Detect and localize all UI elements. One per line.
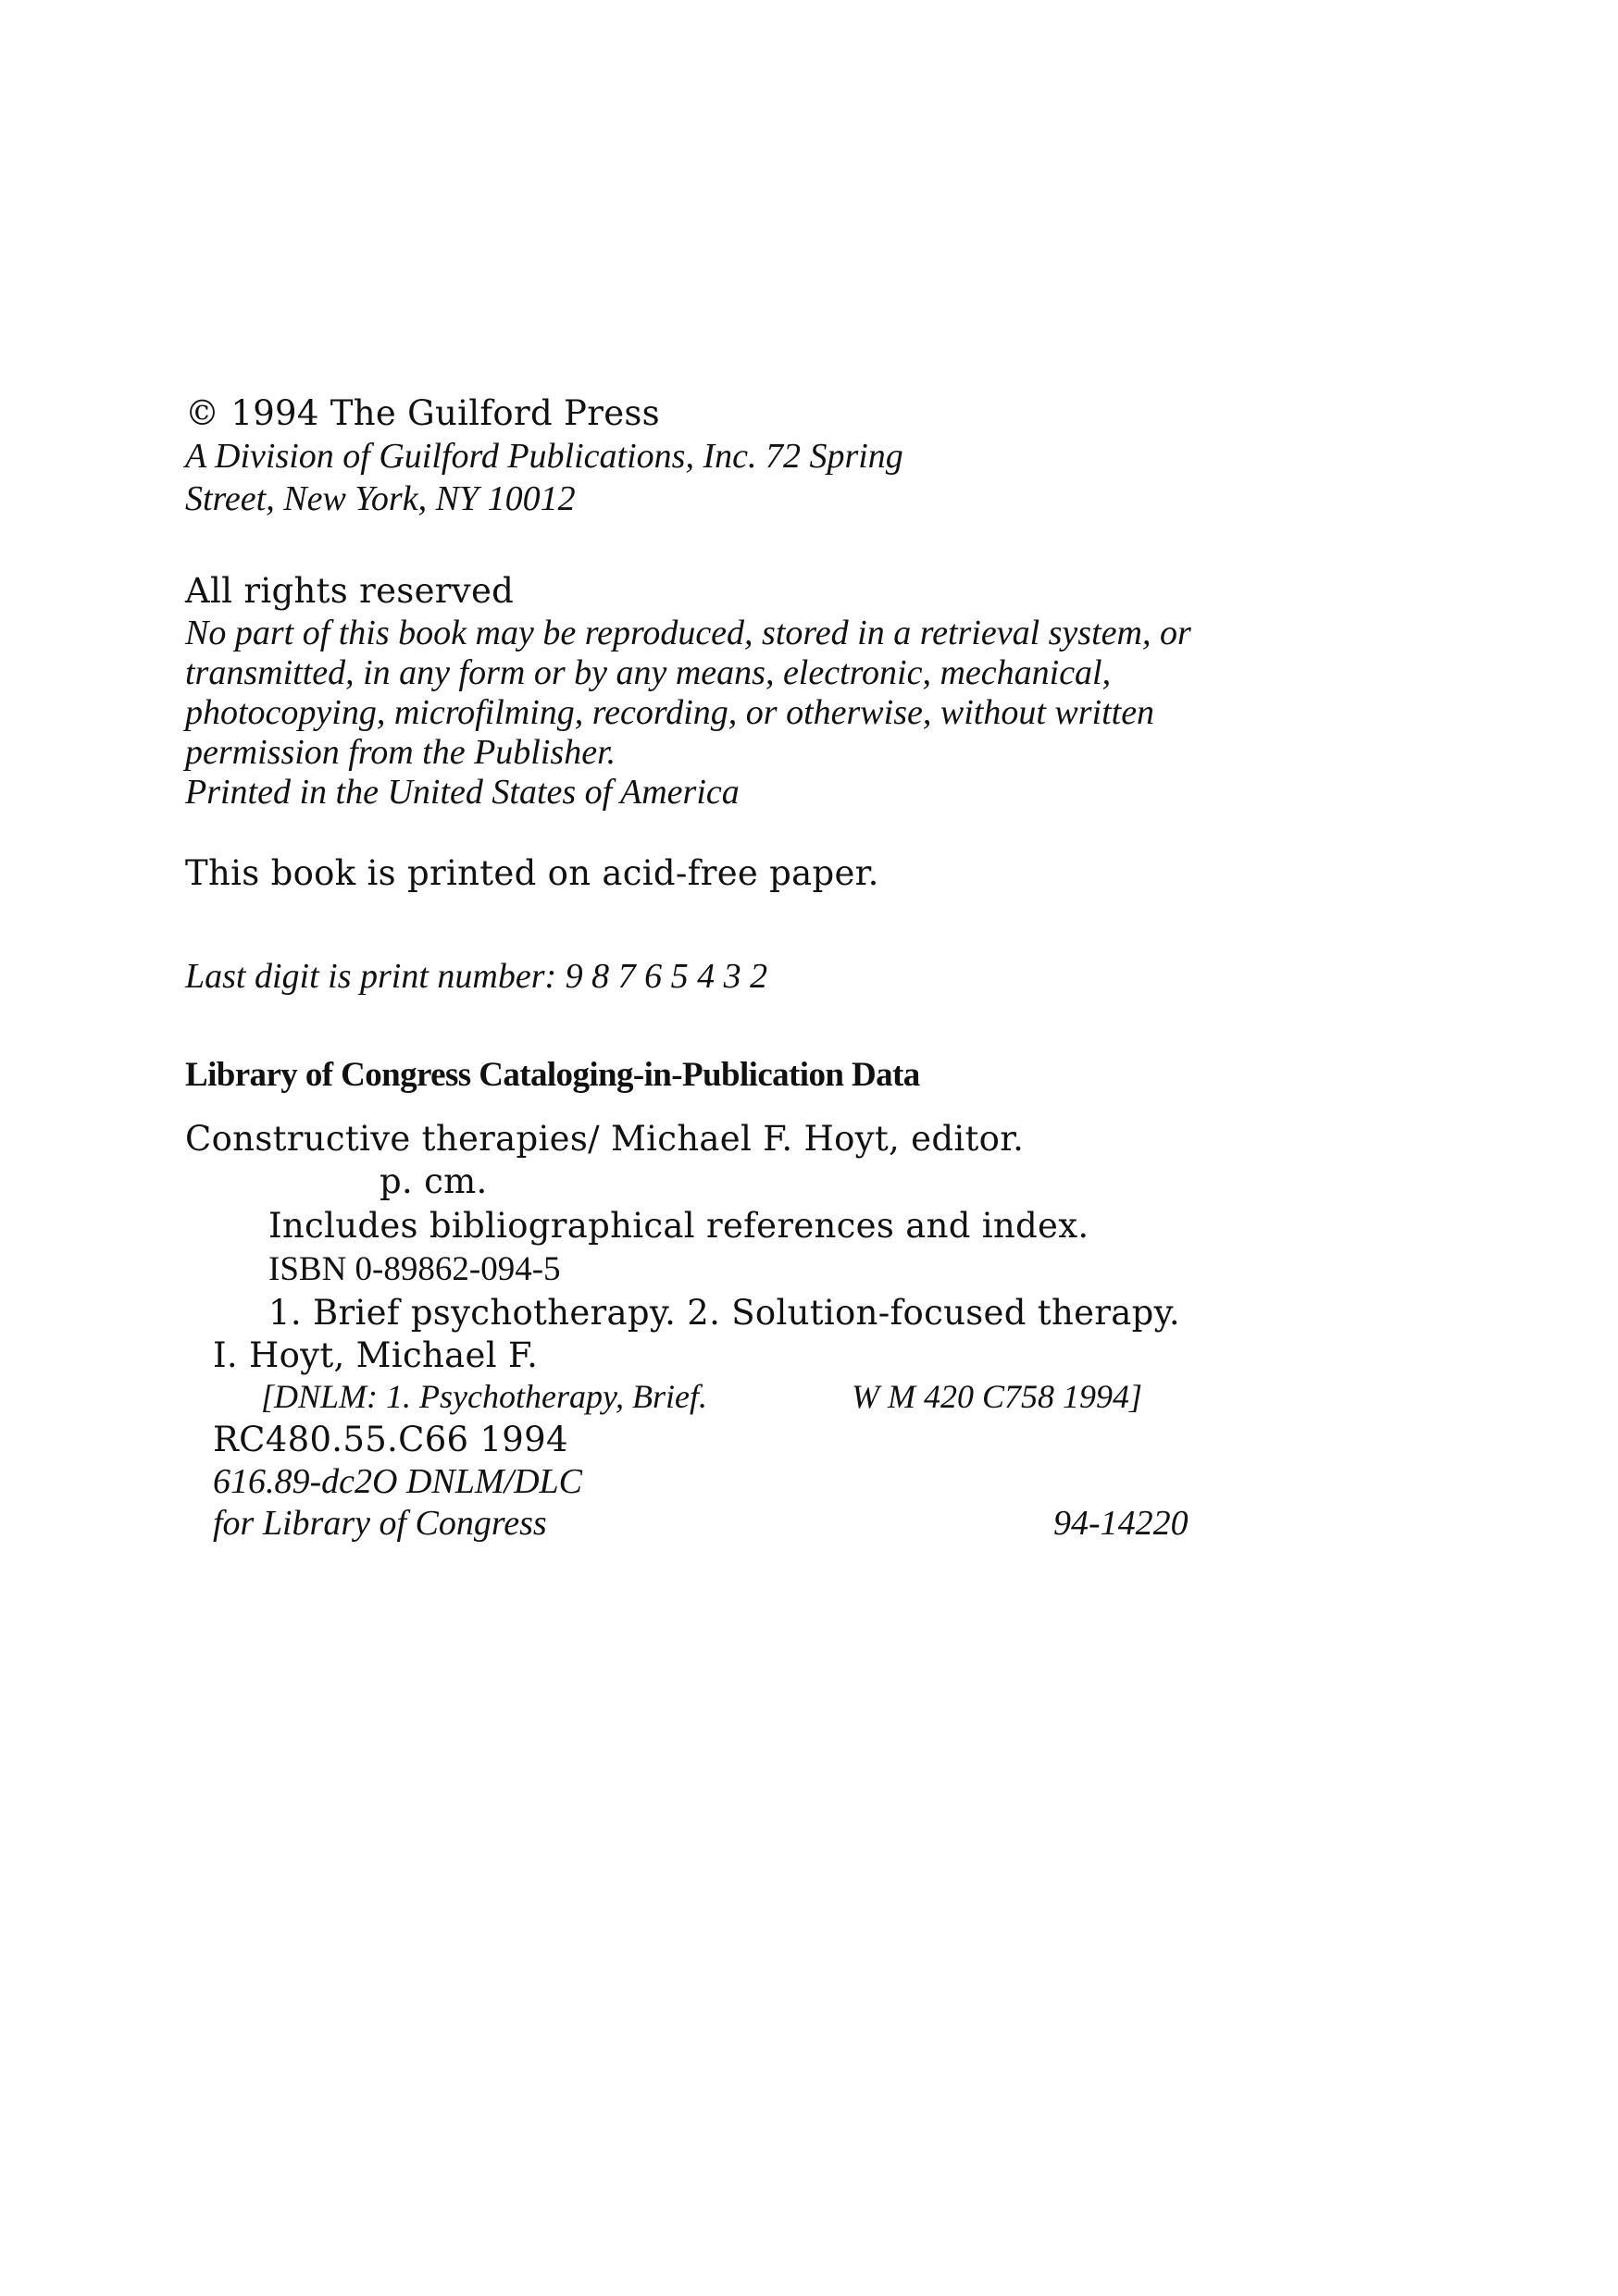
copyright-line: © 1994 The Guilford Press — [185, 393, 660, 433]
rights-notice-line-4: permission from the Publisher. — [185, 733, 616, 772]
rights-notice-line-1: No part of this book may be reproduced, stored in a retrieval system, or — [185, 614, 1191, 652]
publisher-address: Street, New York, NY 10012 — [185, 479, 576, 518]
acid-free-note: This book is printed on acid-free paper. — [185, 853, 879, 893]
cip-lccn: 94-14220 — [1053, 1504, 1189, 1543]
cip-isbn: ISBN 0-89862-094-5 — [268, 1250, 561, 1288]
cip-heading: Library of Congress Cataloging-in-Publication Data — [185, 1056, 920, 1094]
rights-notice-line-2: transmitted, in any form or by any means, electronic, mechanical, — [185, 653, 1112, 692]
cip-dnlm-left: [DNLM: 1. Psychotherapy, Brief. — [261, 1378, 707, 1415]
cip-includes: Includes bibliographical references and index. — [268, 1206, 1089, 1246]
publisher-division: A Division of Guilford Publications, Inc. 72 Spring — [185, 437, 903, 476]
rights-notice-line-3: photocopying, microfilming, recording, or otherwise, without written — [185, 693, 1155, 732]
cip-for-lc: for Library of Congress — [213, 1504, 547, 1543]
cip-title-line: Constructive therapies/ Michael F. Hoyt, editor. — [185, 1119, 1025, 1159]
cip-dewey: 616.89-dc2O DNLM/DLC — [213, 1462, 583, 1501]
printed-in-line: Printed in the United States of America — [185, 773, 740, 812]
cip-dnlm-right: W M 420 C758 1994] — [852, 1378, 1142, 1415]
rights-heading: All rights reserved — [185, 571, 515, 611]
cip-subjects: 1. Brief psychotherapy. 2. Solution-focused therapy. — [268, 1293, 1180, 1333]
cip-added-entry: I. Hoyt, Michael F. — [213, 1335, 539, 1375]
cip-lc-class: RC480.55.C66 1994 — [213, 1420, 568, 1459]
cip-pcm: p. cm. — [380, 1161, 488, 1201]
print-number-line: Last digit is print number: 9 8 7 6 5 4 3 2 — [185, 957, 768, 996]
